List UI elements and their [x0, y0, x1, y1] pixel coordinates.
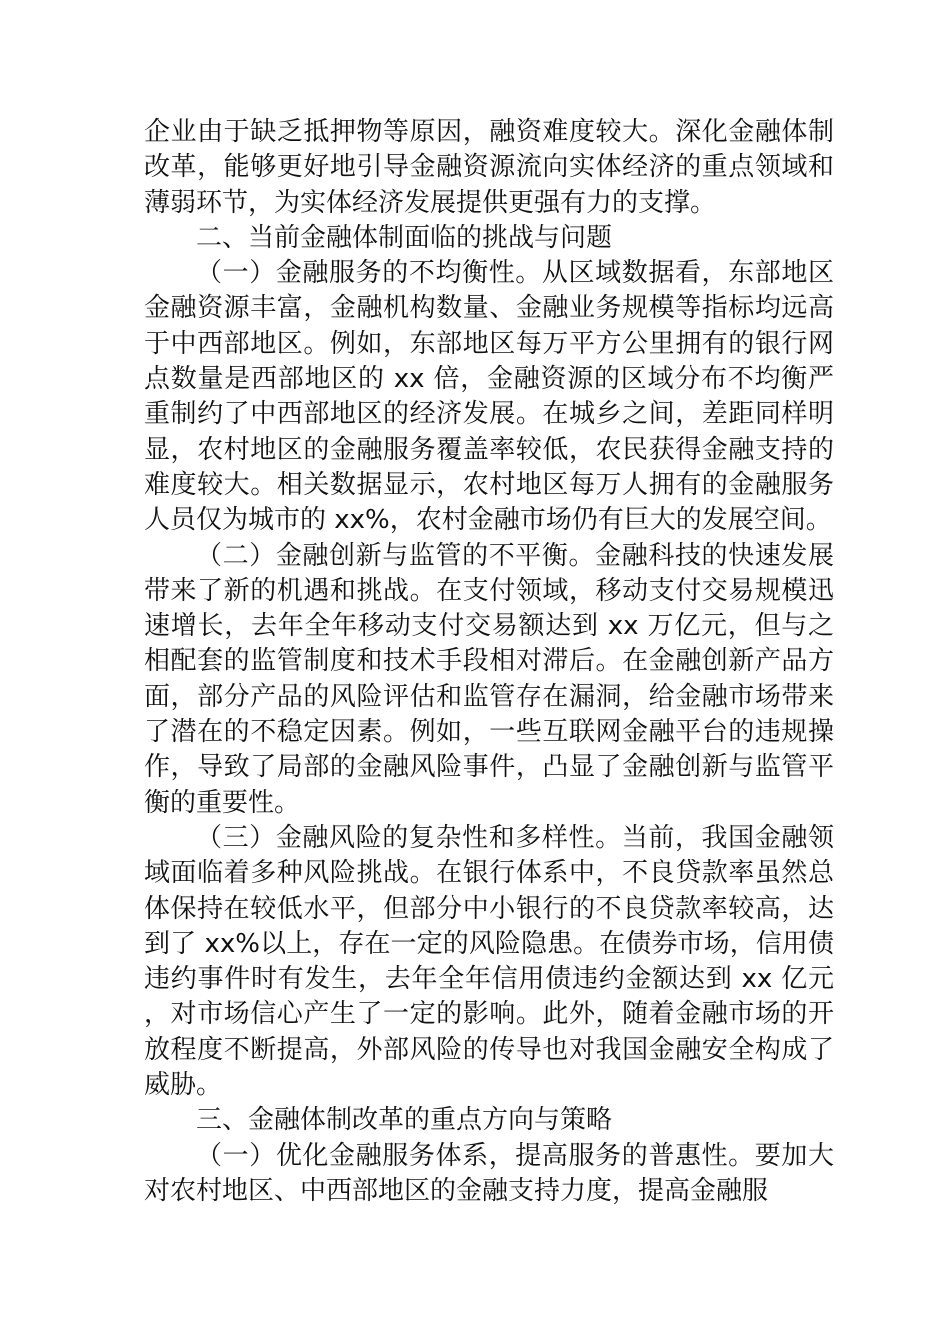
section-heading-challenges: 二、当前金融体制面临的挑战与问题: [196, 222, 613, 253]
paragraph-innovation-regulation: （二）金融创新与监管的不平衡。金融科技的快速发展带来了新的机遇和挑战。在支付领域，移动支付交易规模迅速增长，去年全年移动支付交易额达到 xx 万亿元，但与之相配套的监管制度和技术手段相对滞后。在金融创新产品方面，部分产品的风险评估和监管存在漏洞，给金融市场带来了潜在的不稳定因素。例如，一些互联网金融平台的违规操作，导致了局部的金融风险事件，凸显了金融创新与监管平衡的重要性。: [144, 540, 834, 818]
section-heading-reform-directions: 三、金融体制改革的重点方向与策略: [196, 1105, 613, 1136]
paragraph-intro-continuation: 企业由于缺乏抵押物等原因，融资难度较大。深化金融体制改革，能够更好地引导金融资源流向实体经济的重点领域和薄弱环节，为实体经济发展提供更强有力的支撑。: [144, 117, 834, 218]
paragraph-optimize-services: （一）优化金融服务体系，提高服务的普惠性。要加大对农村地区、中西部地区的金融支持力度，提高金融服: [144, 1140, 834, 1206]
paragraph-service-imbalance: （一）金融服务的不均衡性。从区域数据看，东部地区金融资源丰富，金融机构数量、金融业务规模等指标均远高于中西部地区。例如，东部地区每万平方公里拥有的银行网点数量是西部地区的 xx 倍，金融资源的区域分布不均衡严重制约了中西部地区的经济发展。在城乡之间，差距同样明显，农村地区的金融服务覆盖率较低，农民获得金融支持的难度较大。相关数据显示，农村地区每万人拥有的金融服务人员仅为城市的 xx%，农村金融市场仍有巨大的发展空间。: [144, 258, 834, 536]
document-body: [144, 115, 834, 1209]
paragraph-financial-risk: （三）金融风险的复杂性和多样性。当前，我国金融领域面临着多种风险挑战。在银行体系中，不良贷款率虽然总体保持在较低水平，但部分中小银行的不良贷款率较高，达到了 xx%以上，存在一定的风险隐患。在债券市场，信用债违约事件时有发生，去年全年信用债违约金额达到 xx 亿元，对市场信心产生了一定的影响。此外，随着金融市场的开放程度不断提高，外部风险的传导也对我国金融安全构成了威胁。: [144, 822, 834, 1101]
